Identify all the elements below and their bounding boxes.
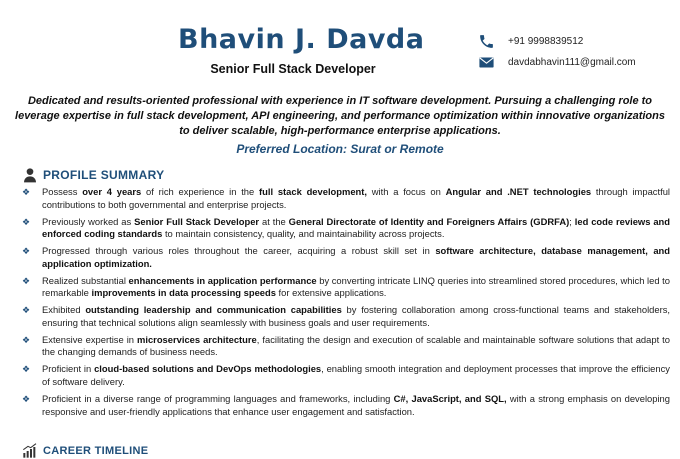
- bullet-bold-text: General Directorate of Identity and Foreigners Affairs (GDRFA): [288, 215, 570, 227]
- bullet-text: of rich experience in the: [141, 186, 259, 197]
- bar-chart-icon: [22, 443, 38, 459]
- bullet-text: Previously worked as: [42, 215, 135, 227]
- bullet-bold-text: enhancements in application performance: [128, 274, 317, 286]
- bullet-diamond-icon: ❖: [22, 216, 31, 227]
- email-contact: [478, 54, 636, 71]
- bullet-bold-text: cloud-based solutions and DevOps methodologies: [94, 363, 322, 375]
- envelope-icon: [478, 54, 495, 71]
- preferred-location: Preferred Location: Surat or Remote: [236, 142, 444, 156]
- bullet-text: Extensive expertise in: [42, 333, 138, 345]
- bullet-text: at the: [259, 215, 289, 227]
- bullet-text: through impactful contributions to both governmental and enterprise projects.: [42, 186, 670, 210]
- bullet-diamond-icon: ❖: [22, 246, 31, 257]
- bullet-bold-text: Angular and .NET technologies: [445, 186, 592, 197]
- bullet-bold-text: over 4 years: [82, 186, 142, 197]
- summary-bullet: [22, 275, 670, 300]
- bullet-text: by converting intricate LINQ queries into streamlined stored procedures, which led to remarkable: [42, 274, 670, 299]
- bullet-text: Possess: [42, 186, 83, 197]
- bullet-text: Realized substantial: [42, 274, 129, 286]
- summary-bullet: [22, 334, 670, 359]
- profile-summary-title: PROFILE SUMMARY: [43, 168, 165, 182]
- job-title: Senior Full Stack Developer: [210, 62, 376, 76]
- bullet-text: with a focus on: [367, 186, 446, 197]
- professional-summary: Dedicated and results-oriented professional with experience in IT software development. Pursuing a challenging role to leverage expertise in full stack development, API engineering, and performance optimization within innovative organizations to deliver scalable, high-performance enterprise applications.: [15, 95, 665, 137]
- summary-bullet: [22, 216, 670, 241]
- bullet-bold-text: C#, JavaScript, and SQL,: [393, 393, 507, 405]
- career-timeline-title: CAREER TIMELINE: [43, 445, 149, 457]
- summary-bullet: [22, 304, 670, 329]
- bullet-bold-text: improvements in data processing speeds: [91, 287, 276, 299]
- bullet-diamond-icon: ❖: [22, 305, 31, 316]
- summary-bullet: [22, 186, 670, 211]
- candidate-name: Bhavin J. Davda: [178, 24, 425, 55]
- bullet-text: , facilitating the design and execution of scalable and maintainable software solutions that adapt to the changing demands of business needs.: [42, 333, 670, 358]
- bullet-text: Proficient in: [42, 363, 95, 375]
- bullet-text: , enabling smooth integration and deployment processes that improve the efficiency of software delivery.: [42, 363, 670, 388]
- bullet-diamond-icon: ❖: [22, 364, 31, 375]
- bullet-text: by fostering collaboration among cross-functional teams and stakeholders, ensuring that technical solutions align seamlessly with business goals and user requirements.: [42, 304, 670, 328]
- bullet-diamond-icon: ❖: [22, 275, 31, 286]
- bullet-diamond-icon: ❖: [22, 394, 31, 405]
- bullet-text: ;: [569, 215, 575, 227]
- summary-bullet: [22, 363, 670, 388]
- bullet-text: to maintain consistency, quality, and maintainability across projects.: [162, 228, 445, 240]
- bullet-bold-text: microservices architecture: [137, 333, 257, 345]
- bullet-bold-text: outstanding leadership and communication capabilities: [85, 304, 342, 316]
- bullet-bold-text: Senior Full Stack Developer: [134, 215, 260, 227]
- career-timeline-heading: [22, 443, 148, 459]
- bullet-diamond-icon: ❖: [22, 187, 31, 197]
- profile-summary-list: [22, 186, 670, 423]
- bullet-text: Proficient in a diverse range of programming languages and frameworks, including: [42, 393, 394, 405]
- bullet-text: Exhibited: [42, 304, 86, 316]
- bullet-text: with a strong emphasis on developing responsive and user-friendly applications that enhance user engagement and satisfaction.: [42, 393, 670, 417]
- profile-summary-heading: [22, 167, 164, 183]
- phone-icon: [478, 33, 495, 50]
- summary-bullet: [22, 245, 670, 270]
- phone-contact: [478, 33, 583, 50]
- bullet-bold-text: full stack development,: [259, 186, 368, 197]
- bullet-bold-text: software architecture, database management, and application optimization.: [42, 245, 670, 269]
- bullet-bold-text: led code reviews and enforced coding standards: [42, 215, 670, 240]
- bullet-diamond-icon: ❖: [22, 334, 31, 345]
- person-icon: [22, 167, 38, 183]
- bullet-text: for extensive applications.: [275, 287, 387, 299]
- bullet-text: Progressed through various roles throughout the career, acquiring a robust skill set in: [42, 245, 436, 257]
- email-address: davdabhavin111@gmail.com: [508, 57, 636, 68]
- phone-number: +91 9998839512: [508, 36, 584, 47]
- summary-bullet: [22, 393, 670, 418]
